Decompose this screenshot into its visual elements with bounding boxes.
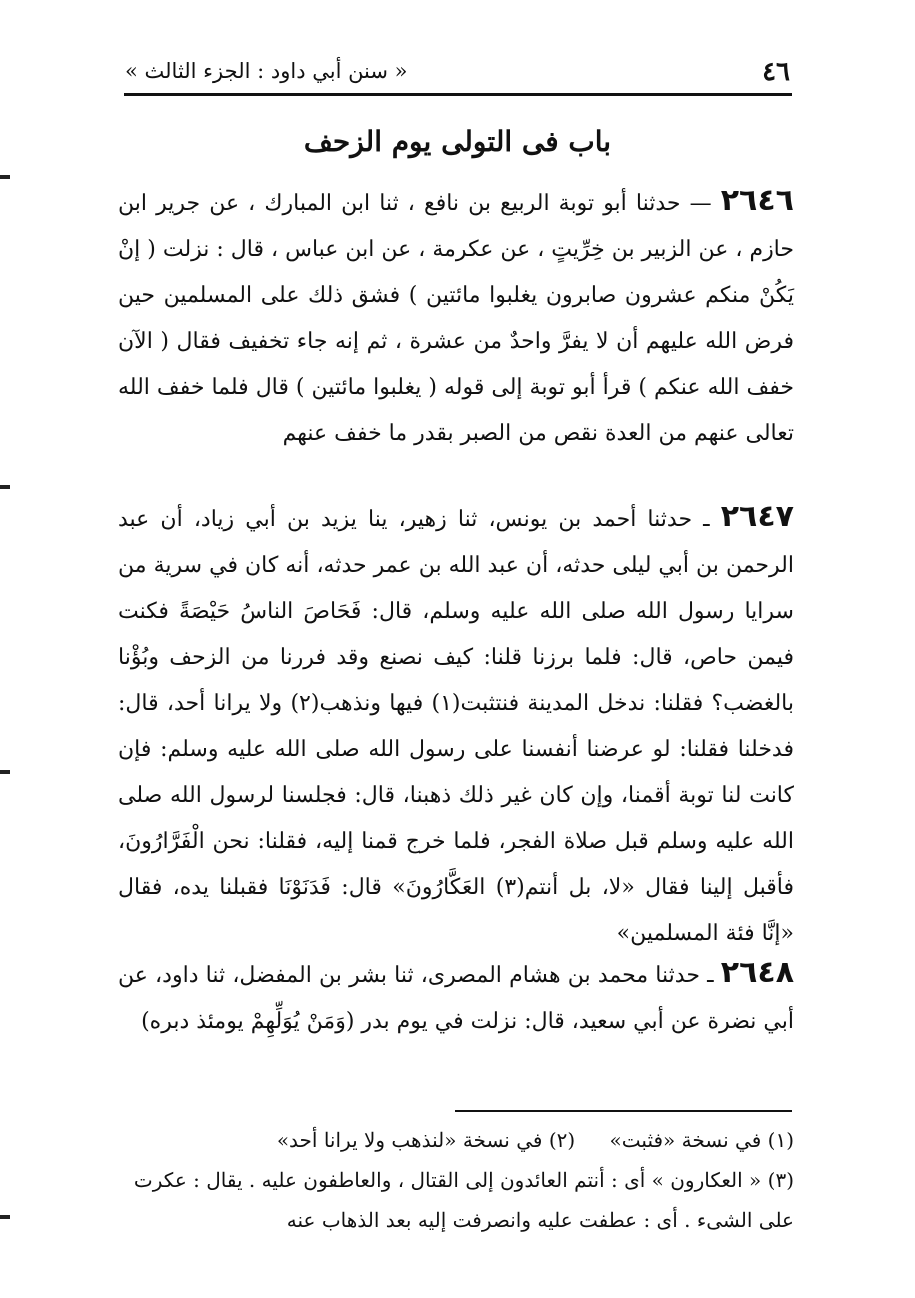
footnote-rule [455, 1110, 792, 1112]
margin-mark [0, 1215, 10, 1219]
running-title: « سنن أبي داود : الجزء الثالث » [125, 59, 408, 83]
hadith-2648 [118, 950, 794, 1045]
hadith-text: ـ حدثنا محمد بن هشام المصرى، ثنا بشر بن المفضل، ثنا داود، عن أبي نضرة عن أبي سعيد، قال: نزلت في يوم بدر (وَمَنْ يُوَلِّهِمْ يومئذ دبره) [118, 963, 794, 1034]
hadith-2647 [118, 494, 794, 957]
hadith-text: — حدثنا أبو توبة الربيع بن نافع ، ثنا ابن المبارك ، عن جرير ابن حازم ، عن الزبير بن خِرِّيتٍ ، عن عكرمة ، عن ابن عباس ، قال : نزلت ( إنْ يَكُنْ منكم عشرون صابرون يغلبوا مائتين ) فشق ذلك على المسلمين حين فرض الله عليهم أن لا يفرَّ واحدٌ من عشرة ، ثم إنه جاء تخفيف فقال ( الآن خفف الله عنكم ) قرأ أبو توبة إلى قوله ( يغلبوا مائتين ) قال فلما خفف الله تعالى عنهم من العدة نقص من الصبر بقدر ما خفف عنهم [118, 191, 794, 446]
hadith-2646 [118, 178, 794, 457]
footnote-1: (١) في نسخة «فثبت» [609, 1128, 794, 1152]
hadith-number: ٢٦٤٧ [720, 499, 794, 534]
hadith-number: ٢٦٤٨ [720, 955, 795, 990]
footnote-row [118, 1120, 794, 1160]
margin-mark [0, 175, 10, 179]
footnotes [118, 1120, 794, 1240]
header-rule [124, 93, 792, 96]
page-header [125, 55, 790, 95]
footnote-2: (٢) في نسخة «لنذهب ولا يرانا أحد» [276, 1128, 576, 1152]
margin-mark [0, 485, 10, 489]
footnote-3: (٣) « العكارون » أى : أنتم العائدون إلى القتال ، والعاطفون عليه . يقال : عكرت على الشىء . أى : عطفت عليه وانصرفت إليه بعد الذهاب عنه [133, 1168, 794, 1232]
hadith-text: ـ حدثنا أحمد بن يونس، ثنا زهير، ينا يزيد بن أبي زياد، أن عبد الرحمن بن أبي ليلى حدثه، أن عبد الله بن عمر حدثه، أنه كان في سرية من سرايا رسول الله صلى الله عليه وسلم، قال: فَحَاصَ الناسُ حَيْصَةً فكنت فيمن حاص، قال: فلما برزنا قلنا: كيف نصنع وقد فررنا من الزحف وبُؤْنا بالغضب؟ فقلنا: ندخل المدينة فنتثبت(١) فيها ونذهب(٢) ولا يرانا أحد، قال: فدخلنا فقلنا: لو عرضنا أنفسنا على رسول الله صلى الله عليه وسلم: فإن كانت لنا توبة أقمنا، وإن كان غير ذلك ذهبنا، قال: فجلسنا لرسول الله صلى الله عليه وسلم قبل صلاة الفجر، فلما خرج قمنا إليه، فقلنا: نحن الْفَرَّارُونَ، فأقبل إلينا فقال «لا، بل أنتم(٣) العَكَّارُونَ» قال: فَدَنَوْنَا فقبلنا يده، فقال «إنَّا فئة المسلمين» [118, 507, 795, 946]
chapter-title: باب فى التولى يوم الزحف [303, 125, 612, 158]
margin-mark [0, 770, 10, 774]
hadith-number: ٢٦٤٦ [720, 183, 794, 218]
page-number: ٤٦ [762, 57, 790, 87]
